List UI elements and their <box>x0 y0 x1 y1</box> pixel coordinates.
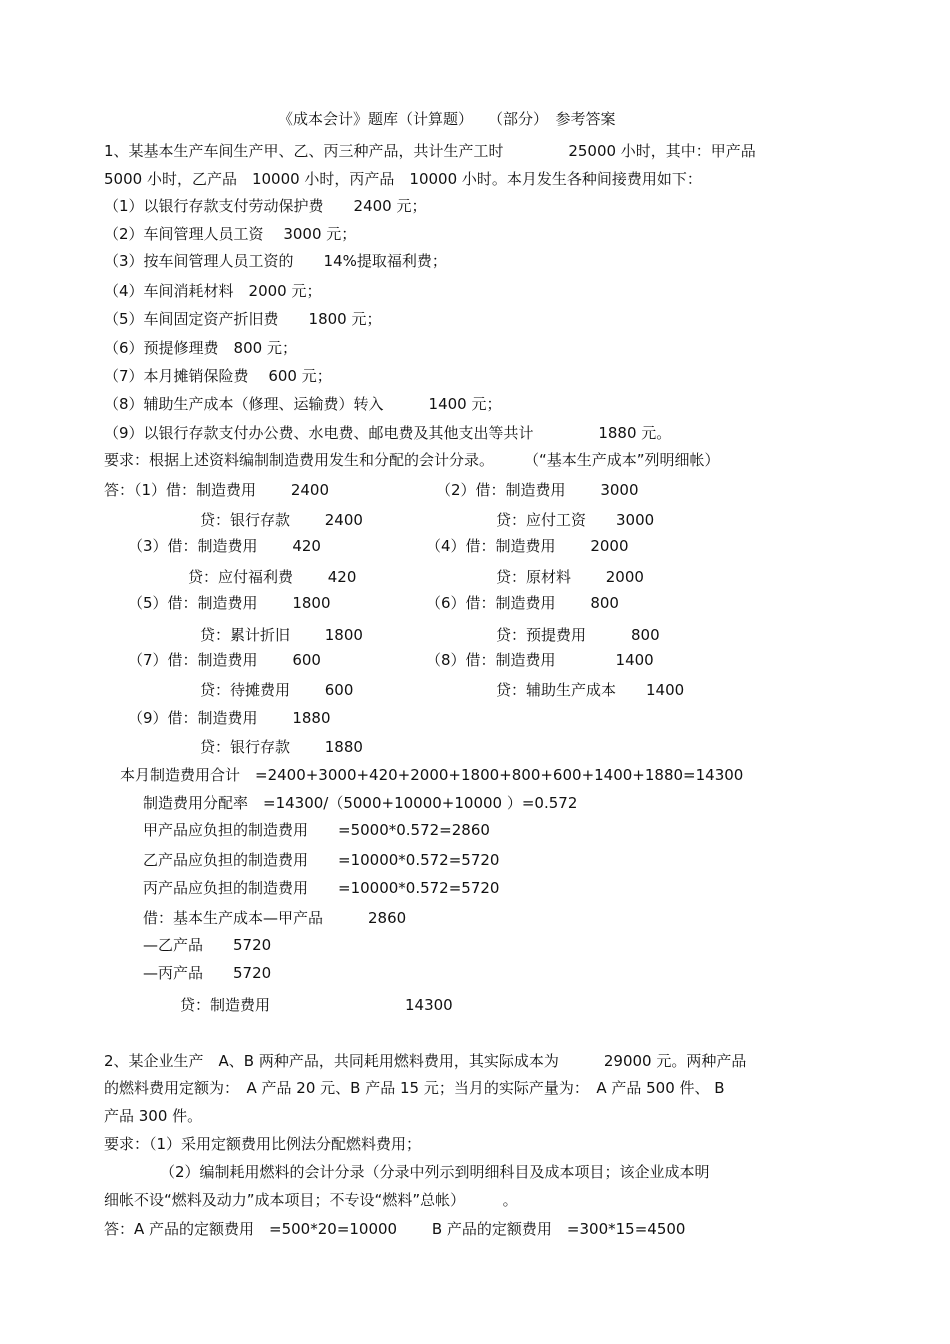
q1-item-4: （4）车间消耗材料 2000 元； <box>104 282 322 300</box>
q1-line-2: 5000 小时，乙产品 10000 小时，丙产品 10000 小时。本月发生各种间接费用如下： <box>104 170 702 188</box>
entry-5-credit: 贷：累计折旧 1800 <box>200 626 363 644</box>
entry-3-credit: 贷：应付福利费 420 <box>188 568 357 586</box>
entry-9-credit: 贷：银行存款 1880 <box>200 738 363 756</box>
q1-item-7: （7）本月摊销保险费 600 元； <box>104 367 332 385</box>
calc-yi: 乙产品应负担的制造费用 =10000*0.572=5720 <box>143 851 500 869</box>
entry-1-debit: 答：（1）借：制造费用 2400 <box>104 481 329 499</box>
q1-line-1: 1、某基本生产车间生产甲、乙、丙三种产品，共计生产工时 25000 小时，其中：甲产品 <box>104 142 756 160</box>
q2-line-3: 产品 300 件。 <box>104 1107 203 1125</box>
entry-1-credit: 贷：银行存款 2400 <box>200 511 363 529</box>
entry-5-debit: （5）借：制造费用 1800 <box>128 594 331 612</box>
q1-item-9: （9）以银行存款支付办公费、水电费、邮电费及其他支出等共计 1880 元。 <box>104 424 672 442</box>
entry-6-credit: 贷：预提费用 800 <box>496 626 660 644</box>
entry-8-credit: 贷：辅助生产成本 1400 <box>496 681 685 699</box>
doc-title: 《成本会计》题库（计算题） （部分） 参考答案 <box>278 110 616 128</box>
q2-answer: 答：A 产品的定额费用 =500*20=10000 B 产品的定额费用 =300*15=4500 <box>104 1220 686 1238</box>
entry-4-credit: 贷：原材料 2000 <box>496 568 644 586</box>
q1-item-1: （1）以银行存款支付劳动保护费 2400 元； <box>104 197 427 215</box>
entry-2-credit: 贷：应付工资 3000 <box>496 511 655 529</box>
calc-total: 本月制造费用合计 =2400+3000+420+2000+1800+800+600+1400+1880=14300 <box>120 766 744 784</box>
q2-line-1: 2、某企业生产 A、B 两种产品，共同耗用燃料费用，其实际成本为 29000 元。两种产品 <box>104 1052 747 1070</box>
entry-2-debit: （2）借：制造费用 3000 <box>436 481 639 499</box>
allocation-debit-yi: —乙产品 5720 <box>143 936 272 954</box>
entry-7-debit: （7）借：制造费用 600 <box>128 651 321 669</box>
allocation-debit-bing: —丙产品 5720 <box>143 964 272 982</box>
q1-item-3: （3）按车间管理人员工资的 14%提取福利费； <box>104 252 447 270</box>
calc-jia: 甲产品应负担的制造费用 =5000*0.572=2860 <box>143 821 490 839</box>
q2-line-2: 的燃料费用定额为： A 产品 20 元、B 产品 15 元；当月的实际产量为： A 产品 500 件、 B <box>104 1079 725 1097</box>
q1-item-2: （2）车间管理人员工资 3000 元； <box>104 225 357 243</box>
q2-requirement-1: 要求：（1）采用定额费用比例法分配燃料费用； <box>104 1135 422 1153</box>
entry-7-credit: 贷：待摊费用 600 <box>200 681 354 699</box>
calc-bing: 丙产品应负担的制造费用 =10000*0.572=5720 <box>143 879 500 897</box>
calc-rate: 制造费用分配率 =14300/（5000+10000+10000 ）=0.572 <box>143 794 578 812</box>
entry-8-debit: （8）借：制造费用 1400 <box>426 651 654 669</box>
entry-4-debit: （4）借：制造费用 2000 <box>426 537 629 555</box>
q1-item-5: （5）车间固定资产折旧费 1800 元； <box>104 310 382 328</box>
allocation-debit-jia: 借：基本生产成本—甲产品 2860 <box>143 909 407 927</box>
q2-requirement-2-cont: 细帐不设“燃料及动力”成本项目；不专设“燃料”总帐） 。 <box>104 1191 518 1209</box>
entry-9-debit: （9）借：制造费用 1880 <box>128 709 331 727</box>
q2-requirement-2: （2）编制耗用燃料的会计分录（分录中列示到明细科目及成本项目；该企业成本明 <box>160 1163 710 1181</box>
entry-3-debit: （3）借：制造费用 420 <box>128 537 321 555</box>
entry-6-debit: （6）借：制造费用 800 <box>426 594 619 612</box>
q1-requirement: 要求：根据上述资料编制制造费用发生和分配的会计分录。 （“基本生产成本”列明细帐） <box>104 451 720 469</box>
allocation-credit: 贷：制造费用 14300 <box>180 996 453 1014</box>
q1-item-8: （8）辅助生产成本（修理、运输费）转入 1400 元； <box>104 395 502 413</box>
q1-item-6: （6）预提修理费 800 元； <box>104 339 297 357</box>
